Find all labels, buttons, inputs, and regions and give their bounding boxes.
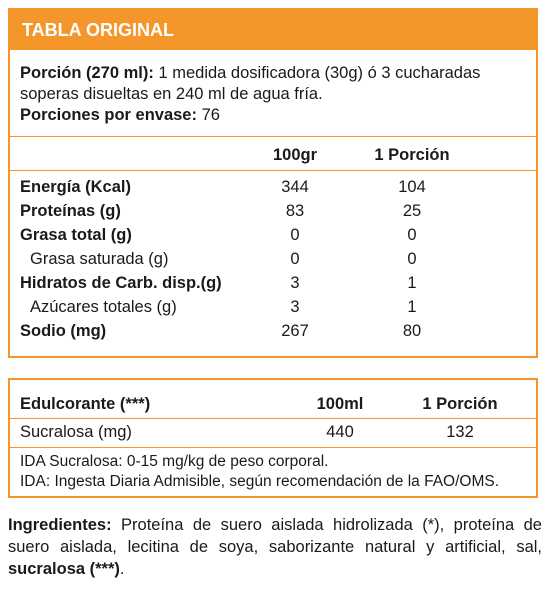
value-100gr: 267: [281, 322, 309, 340]
sucralose-label: Sucralosa (mg): [20, 423, 132, 441]
nutrient-label: Energía (Kcal): [20, 178, 131, 196]
serving-info: [10, 50, 536, 126]
col-portion: 1 Porción: [374, 146, 450, 164]
portion-text: 1 medida dosificadora (30g) ó 3 cucharadas soperas disueltas en 240 ml de agua fría.: [20, 64, 481, 103]
value-100gr: 0: [290, 250, 300, 268]
sucralose-row: [20, 421, 526, 443]
servings-value: 76: [196, 106, 220, 124]
nutrient-label: Proteínas (g): [20, 202, 121, 220]
divider: [10, 170, 536, 171]
nutrition-row: [20, 296, 526, 318]
divider: [10, 418, 536, 419]
divider: [10, 136, 536, 137]
col-100gr: 100gr: [272, 146, 318, 164]
ingredients-list: Proteína de suero aislada hidrolizada (*), proteína de suero aislada, lecitina de soya, saborizante natural y artificial, sal,: [8, 516, 542, 556]
sucralose-portion: 132: [446, 423, 474, 441]
ida-note: IDA Sucralosa: 0-15 mg/kg de peso corporal.: [20, 453, 329, 470]
nutrition-row: [20, 320, 526, 342]
nutrient-label: Grasa saturada (g): [30, 250, 169, 268]
nutrition-row: [20, 224, 526, 246]
ida-definition: IDA: Ingesta Diaria Admisible, según recomendación de la FAO/OMS.: [20, 473, 500, 490]
nutrition-row: [20, 200, 526, 222]
ingredients-text: [8, 514, 542, 580]
value-portion: 1: [407, 298, 417, 316]
value-100gr: 0: [290, 226, 300, 244]
nutrient-label: Sodio (mg): [20, 322, 107, 340]
value-portion: 1: [407, 274, 417, 292]
value-100gr: 83: [285, 202, 305, 220]
value-portion: 0: [407, 250, 417, 268]
value-100gr: 344: [281, 178, 309, 196]
column-header-row: [20, 144, 526, 166]
servings-label: Porciones por envase:: [20, 106, 197, 124]
nutrient-label: Azúcares totales (g): [30, 298, 177, 316]
divider: [10, 447, 536, 448]
value-portion: 25: [402, 202, 422, 220]
nutrient-label: Hidratos de Carb. disp.(g): [20, 274, 222, 292]
nutrition-row: [20, 176, 526, 198]
nutrient-label: Grasa total (g): [20, 226, 132, 244]
panel-title: TABLA ORIGINAL: [10, 10, 536, 50]
col-100ml: 100ml: [316, 395, 364, 413]
sweetener-label: Edulcorante (***): [20, 395, 151, 413]
portion-label: Porción (270 ml):: [20, 64, 154, 82]
ingredients-label: Ingredientes:: [8, 516, 112, 534]
nutrition-row: [20, 272, 526, 294]
value-100gr: 3: [290, 274, 300, 292]
ingredients-sweetener: sucralosa (***): [8, 560, 120, 578]
nutrition-panel: [8, 8, 538, 358]
value-portion: 104: [398, 178, 426, 196]
col-portion: 1 Porción: [422, 395, 498, 413]
sweetener-header-row: [20, 393, 526, 415]
nutrition-row: [20, 248, 526, 270]
value-100gr: 3: [290, 298, 300, 316]
sucralose-100ml: 440: [326, 423, 354, 441]
sweetener-panel: [8, 378, 538, 498]
value-portion: 80: [402, 322, 422, 340]
value-portion: 0: [407, 226, 417, 244]
ingredients-tail: .: [119, 560, 125, 578]
